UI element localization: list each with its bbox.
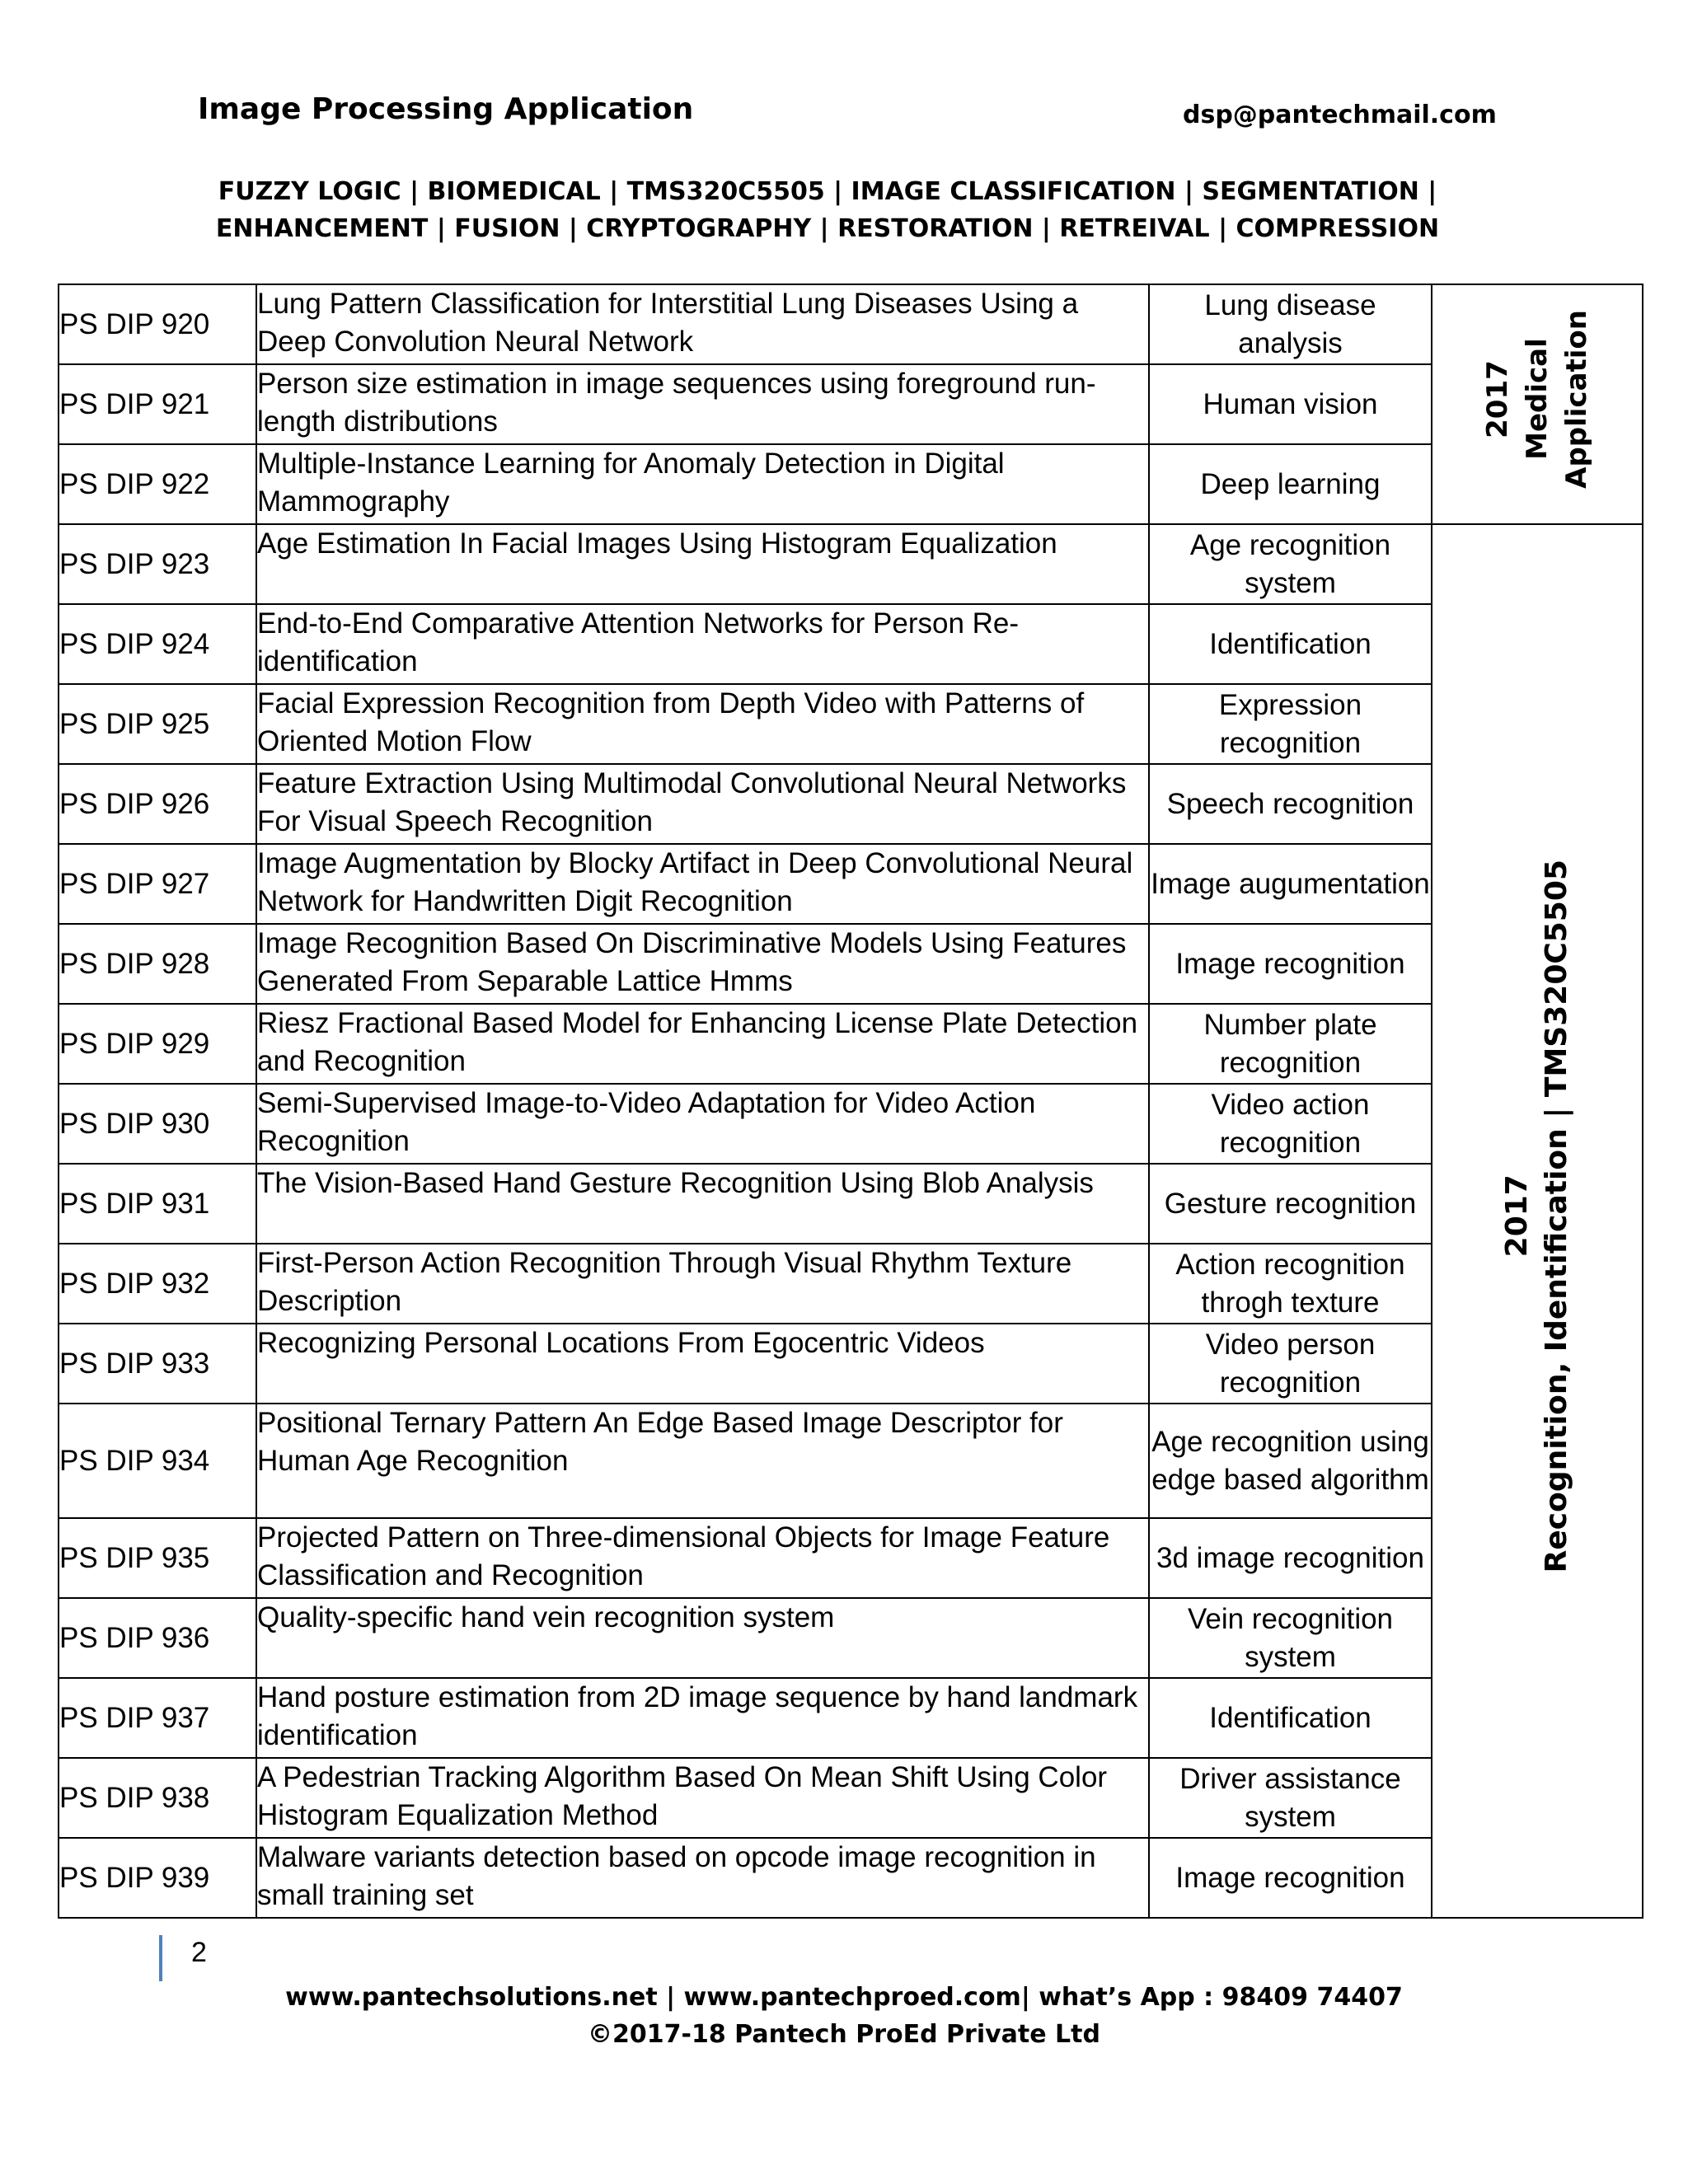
project-code: PS DIP 920 — [59, 284, 256, 364]
group-line: Application — [1560, 310, 1593, 489]
project-title: Facial Expression Recognition from Depth Video with Patterns of Oriented Motion Flow — [256, 684, 1149, 764]
group-label-recognition — [1432, 524, 1643, 1918]
project-code: PS DIP 921 — [59, 364, 256, 444]
project-application: Image recognition — [1149, 1838, 1432, 1918]
table-row — [59, 1324, 1643, 1404]
table-row — [59, 1404, 1643, 1518]
project-title: Lung Pattern Classification for Interstitial Lung Diseases Using a Deep Convolution Neural Network — [256, 284, 1149, 364]
project-application: Video person recognition — [1149, 1324, 1432, 1404]
project-title: End-to-End Comparative Attention Networks for Person Re-identification — [256, 604, 1149, 684]
topic-keywords-line-2: ENHANCEMENT | FUSION | CRYPTOGRAPHY | RESTORATION | RETREIVAL | COMPRESSION — [215, 214, 1440, 243]
table-row — [59, 364, 1643, 444]
table-row — [59, 284, 1643, 364]
table-row — [59, 844, 1643, 924]
project-code: PS DIP 922 — [59, 444, 256, 524]
table-row — [59, 1244, 1643, 1324]
project-code: PS DIP 931 — [59, 1164, 256, 1244]
table-row — [59, 924, 1643, 1004]
group-line: Medical — [1521, 338, 1554, 461]
project-code: PS DIP 923 — [59, 524, 256, 604]
project-title: A Pedestrian Tracking Algorithm Based On Mean Shift Using Color Histogram Equalization Method — [256, 1758, 1149, 1838]
group-label-text — [1478, 310, 1597, 489]
table-row — [59, 1838, 1643, 1918]
table-row — [59, 684, 1643, 764]
project-code: PS DIP 934 — [59, 1404, 256, 1518]
project-code: PS DIP 933 — [59, 1324, 256, 1404]
project-application: Image augumentation — [1149, 844, 1432, 924]
project-title: First-Person Action Recognition Through Visual Rhythm Texture Description — [256, 1244, 1149, 1324]
project-title: Semi-Supervised Image-to-Video Adaptation for Video Action Recognition — [256, 1084, 1149, 1164]
project-code: PS DIP 937 — [59, 1678, 256, 1758]
project-application: Age recognition using edge based algorithm — [1149, 1404, 1432, 1518]
project-application: Lung disease analysis — [1149, 284, 1432, 364]
project-title: Positional Ternary Pattern An Edge Based Image Descriptor for Human Age Recognition — [256, 1404, 1149, 1518]
project-title: Multiple-Instance Learning for Anomaly Detection in Digital Mammography — [256, 444, 1149, 524]
project-application: Deep learning — [1149, 444, 1432, 524]
project-title: Feature Extraction Using Multimodal Convolutional Neural Networks For Visual Speech Recognition — [256, 764, 1149, 844]
project-title: Malware variants detection based on opcode image recognition in small training set — [256, 1838, 1149, 1918]
group-year: 2017 — [1500, 1174, 1534, 1258]
group-label-medical — [1432, 284, 1643, 524]
project-code: PS DIP 936 — [59, 1598, 256, 1678]
project-code: PS DIP 938 — [59, 1758, 256, 1838]
group-label-text — [1498, 860, 1577, 1572]
table-row — [59, 1598, 1643, 1678]
project-title: Recognizing Personal Locations From Egocentric Videos — [256, 1324, 1149, 1404]
table-row — [59, 1758, 1643, 1838]
footer-links: www.pantechsolutions.net | www.pantechproed.com| what’s App : 98409 74407 — [285, 1983, 1403, 2012]
project-code: PS DIP 928 — [59, 924, 256, 1004]
project-application: Vein recognition system — [1149, 1598, 1432, 1678]
project-application: Gesture recognition — [1149, 1164, 1432, 1244]
contact-email: dsp@pantechmail.com — [1183, 101, 1497, 129]
table-row — [59, 1164, 1643, 1244]
table-row — [59, 444, 1643, 524]
topic-keywords — [198, 173, 1457, 247]
table-row — [59, 604, 1643, 684]
project-application: Action recognition throgh texture — [1149, 1244, 1432, 1324]
project-application: Identification — [1149, 1678, 1432, 1758]
project-title: The Vision-Based Hand Gesture Recognition Using Blob Analysis — [256, 1164, 1149, 1244]
footer-copyright: ©2017-18 Pantech ProEd Private Ltd — [588, 2020, 1100, 2049]
topic-keywords-line-1: FUZZY LOGIC | BIOMEDICAL | TMS320C5505 | IMAGE CLASSIFICATION | SEGMENTATION | — [218, 177, 1437, 206]
document-title: Image Processing Application — [198, 92, 694, 126]
page-number-bar — [159, 1935, 162, 1981]
project-code: PS DIP 927 — [59, 844, 256, 924]
project-title: Person size estimation in image sequences using foreground run-length distributions — [256, 364, 1149, 444]
table-row — [59, 524, 1643, 604]
project-application: 3d image recognition — [1149, 1518, 1432, 1598]
project-code: PS DIP 939 — [59, 1838, 256, 1918]
project-code: PS DIP 930 — [59, 1084, 256, 1164]
project-application: Expression recognition — [1149, 684, 1432, 764]
project-application: Identification — [1149, 604, 1432, 684]
project-application: Speech recognition — [1149, 764, 1432, 844]
project-application: Image recognition — [1149, 924, 1432, 1004]
project-table — [58, 284, 1643, 1919]
project-application: Video action recognition — [1149, 1084, 1432, 1164]
project-application: Driver assistance system — [1149, 1758, 1432, 1838]
table-row — [59, 764, 1643, 844]
project-code: PS DIP 926 — [59, 764, 256, 844]
project-title: Quality-specific hand vein recognition system — [256, 1598, 1149, 1678]
group-line: Recognition, Identification | TMS320C5505 — [1540, 859, 1573, 1573]
page-number: 2 — [191, 1937, 207, 1968]
group-year: 2017 — [1481, 360, 1514, 438]
table-row — [59, 1084, 1643, 1164]
project-code: PS DIP 932 — [59, 1244, 256, 1324]
project-code: PS DIP 929 — [59, 1004, 256, 1084]
project-code: PS DIP 935 — [59, 1518, 256, 1598]
project-title: Hand posture estimation from 2D image sequence by hand landmark identification — [256, 1678, 1149, 1758]
table-row — [59, 1678, 1643, 1758]
project-title: Image Recognition Based On Discriminative Models Using Features Generated From Separable Lattice Hmms — [256, 924, 1149, 1004]
project-title: Riesz Fractional Based Model for Enhancing License Plate Detection and Recognition — [256, 1004, 1149, 1084]
project-application: Age recognition system — [1149, 524, 1432, 604]
footer — [0, 1979, 1688, 2053]
project-application: Human vision — [1149, 364, 1432, 444]
project-title: Age Estimation In Facial Images Using Histogram Equalization — [256, 524, 1149, 604]
project-code: PS DIP 924 — [59, 604, 256, 684]
project-application: Number plate recognition — [1149, 1004, 1432, 1084]
table-row — [59, 1518, 1643, 1598]
table-row — [59, 1004, 1643, 1084]
project-title: Projected Pattern on Three-dimensional Objects for Image Feature Classification and Recognition — [256, 1518, 1149, 1598]
project-code: PS DIP 925 — [59, 684, 256, 764]
project-title: Image Augmentation by Blocky Artifact in Deep Convolutional Neural Network for Handwritten Digit Recognition — [256, 844, 1149, 924]
